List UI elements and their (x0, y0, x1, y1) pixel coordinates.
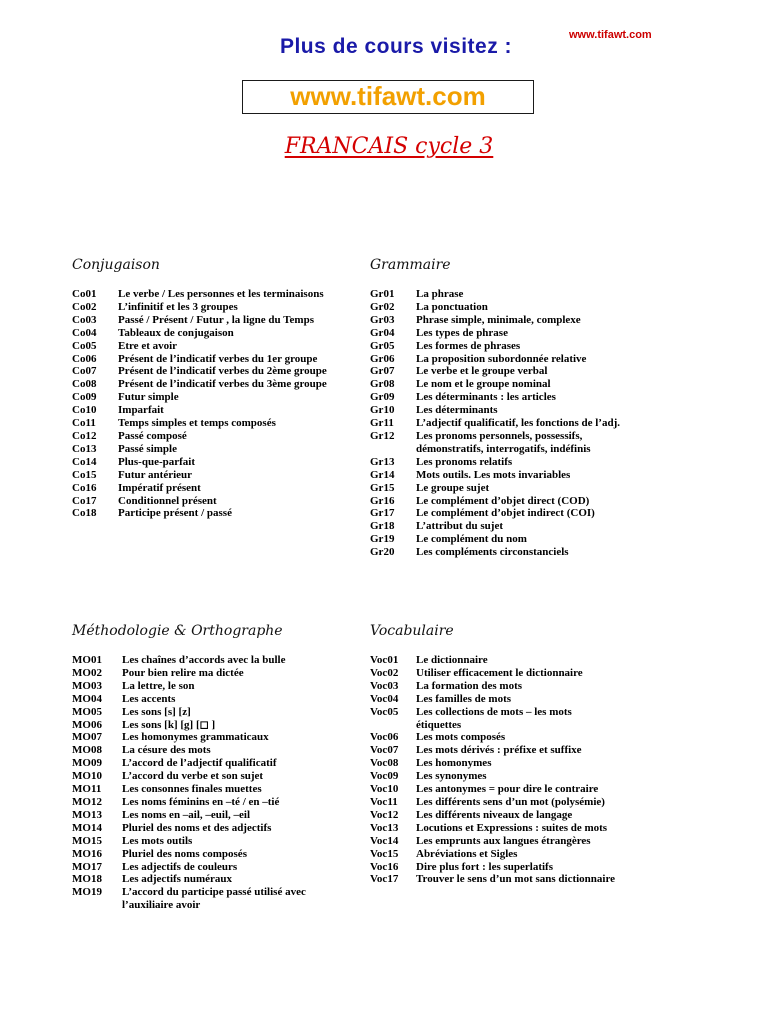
lesson-code: MO10 (72, 770, 102, 783)
lesson-item (370, 835, 670, 848)
lesson-label: Le groupe sujet (416, 481, 490, 494)
lesson-item (72, 507, 367, 520)
lesson-item (370, 507, 670, 520)
lesson-item (72, 899, 367, 912)
lesson-code: Co04 (72, 326, 97, 339)
lesson-code: Co11 (72, 417, 96, 430)
lesson-label: Futur antérieur (118, 468, 193, 481)
lesson-item (72, 744, 367, 757)
lesson-code: MO17 (72, 860, 102, 873)
lesson-code: MO12 (72, 795, 102, 808)
lesson-label: Les compléments circonstanciels (416, 546, 569, 559)
lesson-code: Voc05 (370, 705, 399, 718)
lesson-label: Les mots dérivés : préfixe et suffixe (416, 744, 582, 757)
lesson-item (370, 520, 670, 533)
lesson-label: Les adjectifs numéraux (122, 873, 232, 886)
lesson-code (370, 719, 416, 732)
lesson-item (72, 353, 367, 366)
lesson-code: MO01 (72, 654, 102, 666)
lesson-code: MO14 (72, 821, 102, 834)
lesson-item (370, 404, 670, 417)
lesson-code: Gr11 (370, 417, 394, 430)
lesson-label: Passé / Présent / Futur , la ligne du Temps (118, 313, 314, 326)
lesson-code: Voc11 (370, 795, 398, 808)
lesson-code: Voc14 (370, 834, 399, 847)
lesson-code: Voc08 (370, 757, 399, 770)
lesson-item (72, 731, 367, 744)
lesson-label: Les familles de mots (416, 692, 512, 705)
lesson-label: démonstratifs, interrogatifs, indéfinis (416, 442, 591, 455)
lesson-item (370, 693, 670, 706)
lesson-code: Voc06 (370, 731, 399, 744)
site-link[interactable]: www.tifawt.com (569, 29, 652, 41)
section-vocabulaire (370, 622, 670, 886)
lesson-label: Passé composé (118, 429, 187, 442)
lesson-label: Les déterminants (416, 404, 498, 417)
lesson-code: Gr12 (370, 429, 395, 442)
section-heading: Vocabulaire (370, 623, 454, 639)
lesson-item (370, 417, 670, 430)
lesson-label: Le nom et le groupe nominal (416, 378, 551, 391)
site-banner[interactable]: www.tifawt.com (242, 80, 534, 114)
lesson-item (370, 654, 670, 667)
lesson-label: La phrase (416, 288, 464, 300)
lesson-code: MO16 (72, 847, 102, 860)
lesson-code: MO02 (72, 666, 102, 679)
lesson-item (370, 731, 670, 744)
lesson-item (370, 495, 670, 508)
section-heading: Grammaire (370, 257, 451, 273)
lesson-label: L’adjectif qualificatif, les fonctions de l’adj. (416, 417, 620, 430)
lesson-item (370, 770, 670, 783)
lesson-code: Gr14 (370, 468, 395, 481)
lesson-code: MO19 (72, 886, 102, 899)
lesson-item (72, 391, 367, 404)
lesson-label: La proposition subordonnée relative (416, 352, 587, 365)
lesson-label: L’infinitif et les 3 groupes (118, 300, 238, 313)
lesson-code: Voc13 (370, 821, 399, 834)
lesson-code: Co12 (72, 429, 97, 442)
lesson-label: Dire plus fort : les superlatifs (416, 860, 553, 873)
lesson-label: Pluriel des noms composés (122, 847, 247, 860)
lesson-label: Futur simple (118, 391, 179, 404)
lesson-item (370, 546, 670, 559)
lesson-item (370, 809, 670, 822)
lesson-label: Imparfait (118, 404, 164, 417)
lesson-item (72, 417, 367, 430)
lesson-code: Voc17 (370, 873, 399, 886)
lesson-code: Voc02 (370, 666, 399, 679)
lesson-code: Gr09 (370, 391, 395, 404)
section-conjugaison (72, 256, 367, 520)
lesson-item (72, 848, 367, 861)
lesson-label: Pour bien relire ma dictée (122, 666, 244, 679)
lesson-code: Co05 (72, 339, 97, 352)
lesson-item (72, 482, 367, 495)
lesson-label: Les différents niveaux de langage (416, 808, 573, 821)
lesson-label: Temps simples et temps composés (118, 417, 276, 430)
lesson-item (72, 783, 367, 796)
lesson-code: Gr17 (370, 507, 395, 520)
lesson-code: Gr01 (370, 288, 395, 300)
lesson-item (370, 533, 670, 546)
lesson-item (370, 861, 670, 874)
lesson-code: Gr18 (370, 520, 395, 533)
lesson-item (370, 744, 670, 757)
lesson-code: Co03 (72, 313, 97, 326)
lesson-label: Passé simple (118, 442, 177, 455)
lesson-label: La césure des mots (122, 744, 211, 757)
lesson-label: Trouver le sens d’un mot sans dictionnaire (416, 873, 616, 886)
lesson-label: Abréviations et Sigles (416, 847, 518, 860)
lesson-label: Les homonymes grammaticaux (122, 731, 269, 744)
lesson-label: L’attribut du sujet (416, 520, 503, 533)
lesson-code: Gr07 (370, 365, 395, 378)
section-methodologie (72, 622, 367, 912)
lesson-item (72, 365, 367, 378)
item-list (72, 288, 367, 520)
lesson-label: Les différents sens d’un mot (polysémie) (416, 795, 605, 808)
lesson-label: Les pronoms relatifs (416, 455, 513, 468)
lesson-code (72, 899, 122, 912)
lesson-label: Les noms féminins en –té / en –tié (122, 795, 280, 808)
lesson-code: Co07 (72, 365, 97, 378)
lesson-item (370, 456, 670, 469)
lesson-item (370, 288, 670, 301)
lesson-label: Les chaînes d’accords avec la bulle (122, 654, 286, 666)
lesson-code: Co02 (72, 300, 97, 313)
lesson-item (370, 783, 670, 796)
lesson-item (72, 654, 367, 667)
lesson-code: MO05 (72, 705, 102, 718)
lesson-item (370, 848, 670, 861)
lesson-label: Les pronoms personnels, possessifs, (416, 429, 583, 442)
lesson-item (370, 822, 670, 835)
lesson-item (370, 719, 670, 732)
lesson-label: l’auxiliaire avoir (122, 899, 201, 912)
lesson-item (72, 378, 367, 391)
lesson-label: Les noms en –ail, –euil, –eil (122, 808, 251, 821)
lesson-label: L’accord de l’adjectif qualificatif (122, 757, 277, 770)
lesson-label: Les mots composés (416, 731, 506, 744)
lesson-code: Voc16 (370, 860, 399, 873)
lesson-code: Voc15 (370, 847, 399, 860)
lesson-label: Pluriel des noms et des adjectifs (122, 821, 272, 834)
header-title: Plus de cours visitez : (279, 35, 513, 58)
lesson-item (370, 365, 670, 378)
lesson-label: Le complément du nom (416, 533, 527, 546)
lesson-code: Co17 (72, 494, 97, 507)
lesson-label: Les types de phrase (416, 326, 508, 339)
lesson-code: Gr15 (370, 481, 395, 494)
lesson-code: Co13 (72, 442, 97, 455)
lesson-label: Les accents (122, 692, 176, 705)
lesson-item (72, 822, 367, 835)
lesson-label: Le dictionnaire (416, 654, 488, 666)
lesson-label: Présent de l’indicatif verbes du 1er groupe (118, 352, 318, 365)
lesson-item (370, 482, 670, 495)
lesson-code: Co10 (72, 404, 97, 417)
lesson-item (72, 456, 367, 469)
lesson-label: Impératif présent (118, 481, 201, 494)
lesson-item (72, 443, 367, 456)
lesson-code: MO13 (72, 808, 102, 821)
lesson-item (72, 809, 367, 822)
lesson-item (370, 469, 670, 482)
lesson-label: Les sons [k] [g] [◻ ] (122, 718, 216, 731)
lesson-code: MO15 (72, 834, 102, 847)
lesson-label: Conditionnel présent (118, 494, 217, 507)
lesson-label: Le complément d’objet indirect (COI) (416, 507, 595, 520)
lesson-code: Co15 (72, 468, 97, 481)
lesson-item (370, 378, 670, 391)
lesson-label: Tableaux de conjugaison (118, 326, 234, 339)
lesson-code: MO09 (72, 757, 102, 770)
lesson-code: Voc01 (370, 654, 399, 666)
lesson-code: Gr08 (370, 378, 395, 391)
lesson-item (370, 314, 670, 327)
lesson-item (370, 796, 670, 809)
lesson-code: Voc09 (370, 770, 399, 783)
lesson-code: MO11 (72, 783, 102, 796)
lesson-label: Participe présent / passé (118, 507, 232, 520)
lesson-item (72, 301, 367, 314)
lesson-label: Etre et avoir (118, 339, 178, 352)
lesson-item (370, 430, 670, 443)
lesson-code: Co14 (72, 455, 97, 468)
lesson-code: Gr02 (370, 300, 395, 313)
lesson-label: L’accord du verbe et son sujet (122, 770, 264, 783)
lesson-item (370, 706, 670, 719)
lesson-item (370, 301, 670, 314)
lesson-label: L’accord du participe passé utilisé avec (122, 886, 306, 899)
lesson-label: Les mots outils (122, 834, 193, 847)
lesson-label: La ponctuation (416, 300, 488, 313)
lesson-label: Les synonymes (416, 770, 487, 783)
lesson-label: La formation des mots (416, 679, 523, 692)
item-list (370, 654, 670, 886)
lesson-item (72, 719, 367, 732)
lesson-item (72, 340, 367, 353)
lesson-code: Voc03 (370, 679, 399, 692)
lesson-label: Plus-que-parfait (118, 455, 195, 468)
lesson-label: Le complément d’objet direct (COD) (416, 494, 590, 507)
lesson-code: MO08 (72, 744, 102, 757)
lesson-label: Les emprunts aux langues étrangères (416, 834, 591, 847)
lesson-item (72, 693, 367, 706)
lesson-code (370, 443, 416, 456)
lesson-code: Gr16 (370, 494, 395, 507)
lesson-item (72, 667, 367, 680)
lesson-label: Les formes de phrases (416, 339, 521, 352)
lesson-item (370, 873, 670, 886)
lesson-label: Le verbe et le groupe verbal (416, 365, 548, 378)
lesson-item (370, 391, 670, 404)
lesson-label: Le verbe / Les personnes et les terminaisons (118, 288, 324, 300)
item-list (72, 654, 367, 912)
lesson-label: Les sons [s] [z] (122, 705, 191, 718)
lesson-label: La lettre, le son (122, 679, 195, 692)
lesson-item (72, 886, 367, 899)
lesson-item (72, 757, 367, 770)
lesson-label: Les homonymes (416, 757, 492, 770)
lesson-code: Co06 (72, 352, 97, 365)
lesson-item (72, 680, 367, 693)
lesson-code: Gr19 (370, 533, 395, 546)
lesson-item (72, 288, 367, 301)
lesson-label: Présent de l’indicatif verbes du 2ème groupe (118, 365, 327, 378)
lesson-code: Gr04 (370, 326, 395, 339)
lesson-code: Co08 (72, 378, 97, 391)
lesson-code: MO07 (72, 731, 102, 744)
lesson-item (370, 680, 670, 693)
section-heading: Conjugaison (72, 257, 160, 273)
item-list (370, 288, 670, 559)
lesson-item (370, 667, 670, 680)
lesson-code: Co01 (72, 288, 97, 300)
lesson-item (72, 873, 367, 886)
section-heading: Méthodologie & Orthographe (72, 623, 283, 639)
lesson-label: Présent de l’indicatif verbes du 3ème groupe (118, 378, 327, 391)
lesson-code: Co09 (72, 391, 97, 404)
lesson-code: Voc10 (370, 783, 399, 796)
lesson-code: Co18 (72, 507, 97, 520)
lesson-item (72, 314, 367, 327)
subject-title: FRANCAIS cycle 3 (284, 134, 494, 159)
section-grammaire (370, 256, 670, 559)
lesson-label: Locutions et Expressions : suites de mots (416, 821, 608, 834)
lesson-item (72, 706, 367, 719)
lesson-item (72, 796, 367, 809)
lesson-label: Utiliser efficacement le dictionnaire (416, 666, 583, 679)
lesson-code: Gr06 (370, 352, 395, 365)
lesson-item (370, 757, 670, 770)
lesson-code: Gr03 (370, 313, 395, 326)
lesson-code: Gr10 (370, 404, 395, 417)
lesson-code: Gr05 (370, 339, 395, 352)
lesson-code: Co16 (72, 481, 97, 494)
lesson-label: Les antonymes = pour dire le contraire (416, 783, 599, 796)
lesson-label: Les consonnes finales muettes (122, 783, 262, 796)
lesson-item (72, 770, 367, 783)
lesson-label: Les déterminants : les articles (416, 391, 556, 404)
lesson-code: MO03 (72, 679, 102, 692)
lesson-item (370, 443, 670, 456)
lesson-item (370, 353, 670, 366)
lesson-item (370, 327, 670, 340)
lesson-item (72, 327, 367, 340)
lesson-label: Phrase simple, minimale, complexe (416, 313, 581, 326)
lesson-label: étiquettes (416, 718, 462, 731)
lesson-code: MO06 (72, 718, 102, 731)
lesson-item (72, 495, 367, 508)
lesson-code: MO04 (72, 692, 102, 705)
lesson-code: Voc07 (370, 744, 399, 757)
lesson-code: MO18 (72, 873, 102, 886)
lesson-code: Voc04 (370, 692, 399, 705)
lesson-item (72, 861, 367, 874)
lesson-code: Gr20 (370, 546, 395, 559)
lesson-item (72, 469, 367, 482)
lesson-item (72, 404, 367, 417)
lesson-item (72, 835, 367, 848)
lesson-label: Mots outils. Les mots invariables (416, 468, 571, 481)
lesson-label: Les adjectifs de couleurs (122, 860, 238, 873)
lesson-label: Les collections de mots – les mots (416, 705, 572, 718)
lesson-item (72, 430, 367, 443)
lesson-code: Gr13 (370, 455, 395, 468)
lesson-item (370, 340, 670, 353)
lesson-code: Voc12 (370, 808, 399, 821)
